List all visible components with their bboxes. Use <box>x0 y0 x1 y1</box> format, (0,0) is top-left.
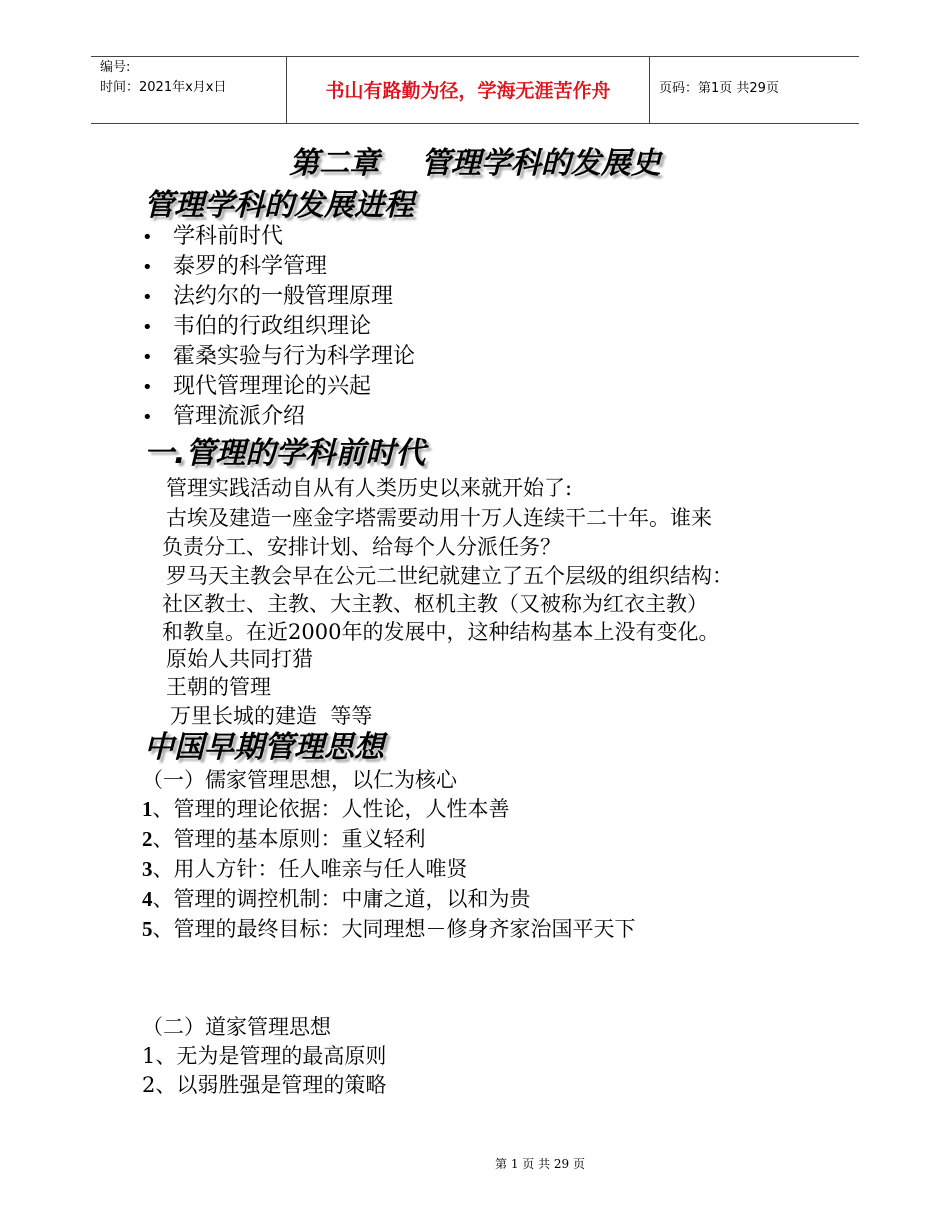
header-motto-cell <box>286 57 650 123</box>
list-item: • 泰罗的科学管理 <box>142 252 415 282</box>
paragraph-line: 和教皇。在近2000年的发展中，这种结构基本上没有变化。 <box>162 620 720 644</box>
chapter-title: 第二章 管理学科的发展史 <box>289 146 661 181</box>
list-item: 2、以弱胜强是管理的策略 <box>142 1073 387 1097</box>
list-item: • 学科前时代 <box>142 222 415 252</box>
header-page-cell <box>649 57 859 123</box>
bullet-icon: • <box>142 347 153 368</box>
list-item: 1、管理的理论依据：人性论，人性本善 <box>142 797 510 821</box>
list-item: • 法约尔的一般管理原理 <box>142 282 415 312</box>
list-item: 5、管理的最终目标：大同理想－修身齐家治国平天下 <box>142 917 636 941</box>
list-item: • 韦伯的行政组织理论 <box>142 312 415 342</box>
list-item: 3、用人方针：任人唯亲与任人唯贤 <box>142 857 468 881</box>
bullet-icon: • <box>142 317 153 338</box>
progress-list <box>142 222 415 432</box>
document-header <box>91 56 859 124</box>
code-label: 编号: <box>100 60 131 75</box>
time-label: 时间：2021年x月x日 <box>100 80 227 95</box>
list-item: • 霍桑实验与行为科学理论 <box>142 342 415 372</box>
section-heading-china: 中国早期管理思想 <box>144 730 384 765</box>
bullet-icon: • <box>142 377 153 398</box>
page-footer: 第 1 页 共 29 页 <box>495 1157 585 1171</box>
list-item: • 现代管理理论的兴起 <box>142 372 415 402</box>
section-heading-progress: 管理学科的发展进程 <box>144 188 414 223</box>
bullet-icon: • <box>142 227 153 248</box>
paragraph-line: 负责分工、安排计划、给每个人分派任务？ <box>162 535 561 559</box>
bullet-icon: • <box>142 407 153 428</box>
list-item: 4、管理的调控机制：中庸之道，以和为贵 <box>142 887 531 911</box>
paragraph-line: 管理实践活动自从有人类历史以来就开始了: <box>166 476 573 500</box>
section-heading-pre-era: 一.管理的学科前时代 <box>144 436 426 471</box>
bullet-icon: • <box>142 287 153 308</box>
taoist-title: （二）道家管理思想 <box>142 1015 331 1039</box>
bullet-icon: • <box>142 257 153 278</box>
header-meta-cell <box>91 57 286 123</box>
paragraph-line: 万里长城的建造 等等 <box>170 704 373 728</box>
list-item: 2、管理的基本原则：重义轻利 <box>142 827 426 851</box>
list-item: • 管理流派介绍 <box>142 402 415 432</box>
paragraph-line: 罗马天主教会早在公元二世纪就建立了五个层级的组织结构： <box>166 564 733 588</box>
page-info: 页码：第1页 共29页 <box>659 81 779 96</box>
list-item: 1、无为是管理的最高原则 <box>142 1044 387 1068</box>
paragraph-line: 原始人共同打猎 <box>166 647 313 671</box>
motto-text: 书山有路勤为径，学海无涯苦作舟 <box>325 80 611 102</box>
paragraph-line: 王朝的管理 <box>166 675 271 699</box>
paragraph-line: 古埃及建造一座金字塔需要动用十万人连续干二十年。谁来 <box>166 506 712 530</box>
paragraph-line: 社区教士、主教、大主教、枢机主教（又被称为红衣主教） <box>162 592 708 616</box>
confucian-title: （一）儒家管理思想，以仁为核心 <box>142 768 457 792</box>
